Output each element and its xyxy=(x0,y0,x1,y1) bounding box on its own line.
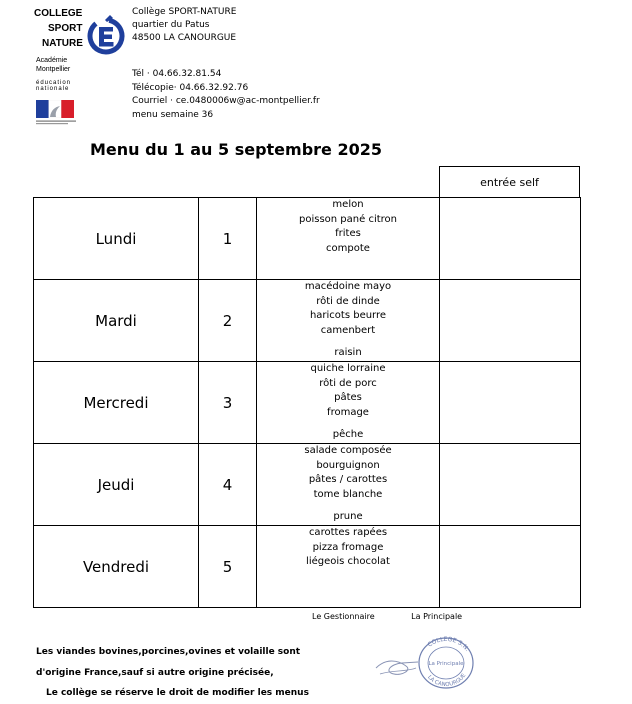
dish: fromage xyxy=(327,406,369,418)
svg-text:La Principale: La Principale xyxy=(428,661,464,667)
education-nationale-label: éducation nationale xyxy=(36,80,72,92)
dish: melon xyxy=(332,199,364,210)
footnote-line: Les viandes bovines,porcines,ovines et volaille sont xyxy=(36,647,301,657)
dish-list xyxy=(257,280,440,362)
gestionnaire-label: Le Gestionnaire xyxy=(312,612,375,621)
dish: rôti de dinde xyxy=(316,295,380,307)
dish: bourguignon xyxy=(316,459,380,471)
dish: pêche xyxy=(332,429,364,440)
logo-line: SPORT xyxy=(48,23,83,34)
day-number: 1 xyxy=(199,198,257,280)
address-line: 48500 LA CANOURGUE xyxy=(132,33,237,43)
republique-caption xyxy=(36,120,76,126)
dish-gap xyxy=(257,420,439,428)
fax-line: Télécopie· 04.66.32.92.76 xyxy=(132,82,249,93)
day-number: 4 xyxy=(199,444,257,526)
entry-cell xyxy=(440,198,581,280)
dish: prune xyxy=(333,511,363,522)
dish: rôti de porc xyxy=(319,377,377,389)
day-name: Mardi xyxy=(34,280,199,362)
email-line: Courriel · ce.0480006w@ac-montpellier.fr xyxy=(132,96,320,106)
svg-text:LA CANOURGUE: LA CANOURGUE xyxy=(426,672,468,689)
footnote xyxy=(36,642,309,704)
phone-line: Tél · 04.66.32.81.54 xyxy=(132,69,222,79)
dish: haricots beurre xyxy=(309,310,387,321)
dish-gap xyxy=(257,502,439,510)
entry-cell xyxy=(440,444,581,526)
table-row xyxy=(34,198,581,280)
logo-line: COLLEGE xyxy=(34,8,83,19)
svg-text:COLLEGE S.N.: COLLEGE S.N. xyxy=(426,635,471,653)
dish: frites xyxy=(335,228,361,239)
dish: quiche lorraine xyxy=(310,363,386,374)
entry-self-header: entrée self xyxy=(439,166,580,198)
school-name: Collège SPORT-NATURE xyxy=(132,7,237,17)
week-line: menu semaine 36 xyxy=(132,109,214,120)
dish-list xyxy=(257,362,440,444)
day-number: 3 xyxy=(199,362,257,444)
dish: compote xyxy=(326,242,370,254)
dish: poisson pané citron xyxy=(299,213,397,225)
footnote-line: d'origine France,sauf si autre origine précisée, xyxy=(36,667,274,678)
official-stamp-icon xyxy=(372,630,480,696)
school-logo-text xyxy=(32,6,92,51)
dish: pizza fromage xyxy=(312,541,384,553)
school-address xyxy=(132,6,236,45)
table-row xyxy=(34,526,581,608)
contact-block xyxy=(132,68,320,122)
academie-label: Académie Montpellier xyxy=(36,57,71,73)
dish: macédoine mayo xyxy=(304,281,392,292)
dish-gap xyxy=(257,338,439,346)
dish: liégeois chocolat xyxy=(306,556,390,567)
day-name: Mercredi xyxy=(34,362,199,444)
logo-line: NATURE xyxy=(42,38,83,49)
dish: camenbert xyxy=(320,324,376,336)
address-line: quartier du Patus xyxy=(132,20,210,30)
dish: tome blanche xyxy=(313,488,383,500)
principale-label: La Principale xyxy=(411,612,463,621)
table-row xyxy=(34,362,581,444)
marianne-flag-icon xyxy=(36,100,74,118)
entry-cell xyxy=(440,362,581,444)
menu-table xyxy=(33,197,581,608)
dish-list xyxy=(257,198,440,280)
dish-list xyxy=(257,444,440,526)
day-number: 2 xyxy=(199,280,257,362)
table-row xyxy=(34,444,581,526)
dish: pâtes / carottes xyxy=(308,474,388,485)
entry-cell xyxy=(440,280,581,362)
dish-list xyxy=(257,526,440,608)
day-name: Lundi xyxy=(34,198,199,280)
day-name: Vendredi xyxy=(34,526,199,608)
signature-labels xyxy=(312,612,462,621)
dish: raisin xyxy=(334,347,362,358)
table-row xyxy=(34,280,581,362)
dish: salade composée xyxy=(304,445,392,456)
dish: carottes rapées xyxy=(308,527,388,538)
dish: pâtes xyxy=(334,392,362,403)
day-name: Jeudi xyxy=(34,444,199,526)
footnote-line: Le collège se réserve le droit de modifier les menus xyxy=(46,688,309,698)
entry-cell xyxy=(440,526,581,608)
day-number: 5 xyxy=(199,526,257,608)
school-emblem-icon xyxy=(84,12,128,56)
menu-title: Menu du 1 au 5 septembre 2025 xyxy=(90,140,382,159)
